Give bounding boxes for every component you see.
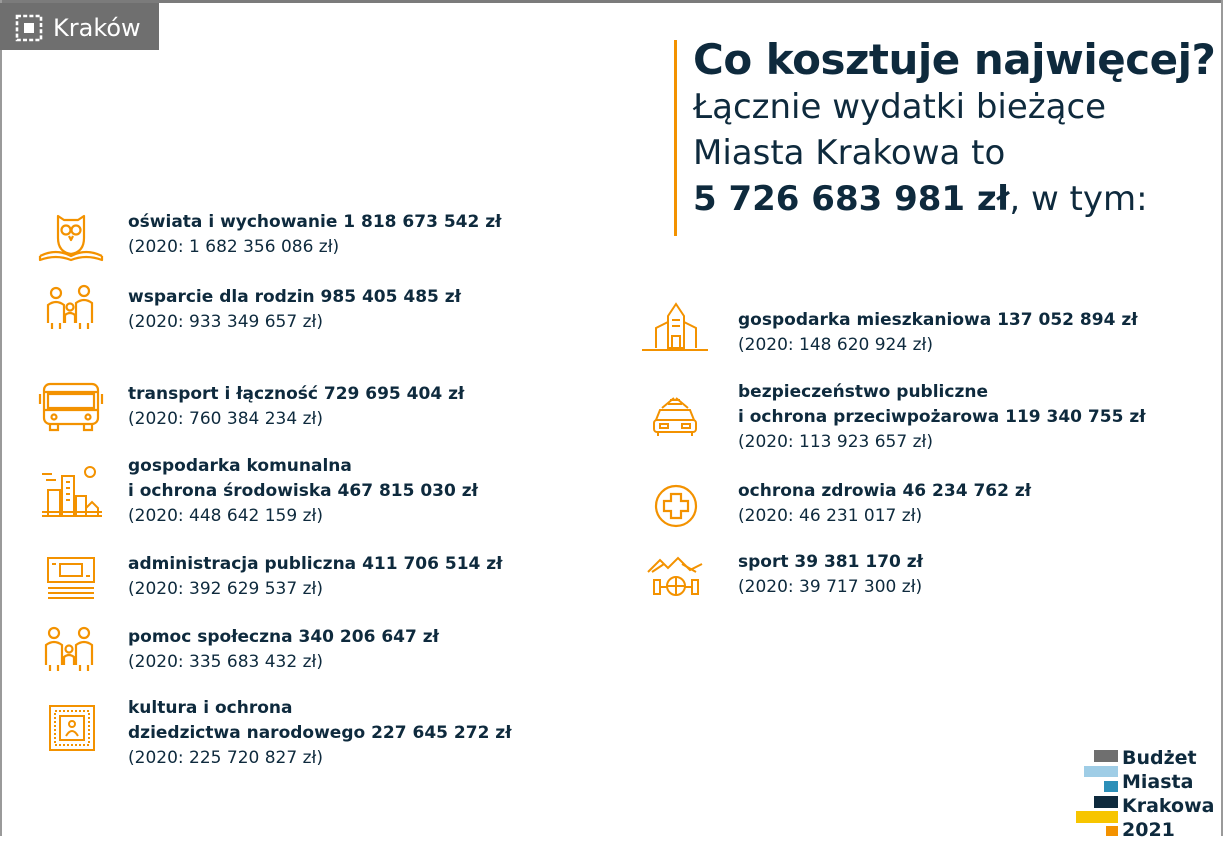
people-help-icon (38, 623, 104, 681)
expense-previous-year: (2020: 1 682 356 086 zł) (128, 237, 340, 257)
expense-label-cont: i ochrona przeciwpożarowa 119 340 755 zł (738, 407, 1146, 427)
expense-label: transport i łączność 729 695 404 zł (128, 384, 465, 404)
expense-previous-year: (2020: 392 629 537 zł) (128, 579, 323, 599)
housing-icon (642, 300, 708, 358)
expense-previous-year: (2020: 448 642 159 zł) (128, 506, 323, 526)
police-car-icon (642, 380, 708, 446)
brand-name: Kraków (53, 14, 141, 42)
expense-previous-year: (2020: 148 620 924 zł) (738, 335, 933, 355)
total-expenses: 5 726 683 981 zł (693, 179, 1010, 219)
expense-label: oświata i wychowanie 1 818 673 542 zł (128, 212, 502, 232)
window-left-border (0, 0, 2, 836)
expense-previous-year: (2020: 933 349 657 zł) (128, 312, 323, 332)
expense-previous-year: (2020: 335 683 432 zł) (128, 652, 323, 672)
sport-bike-icon (642, 550, 708, 608)
expense-label-cont: dziedzictwa narodowego 227 645 272 zł (128, 723, 512, 743)
expense-label: gospodarka komunalna (128, 456, 352, 476)
expense-item-rodziny (38, 283, 558, 343)
document-money-icon (38, 550, 104, 608)
expense-previous-year: (2020: 39 717 300 zł) (738, 577, 923, 597)
expense-item-mieszkaniowa (642, 300, 1202, 360)
page-title: Co kosztuje najwięcej? (693, 35, 1216, 84)
expense-item-administracja (38, 550, 558, 610)
budget-logo-line-1: Budżet (1122, 747, 1197, 769)
expense-item-bezpieczenstwo (642, 380, 1212, 460)
expense-item-komunalna (38, 454, 558, 534)
headline-line-2: Miasta Krakowa to (693, 133, 1006, 173)
expense-label: kultura i ochrona (128, 698, 293, 718)
owl-book-icon (38, 208, 104, 266)
expense-item-pomoc (38, 623, 558, 683)
expense-previous-year: (2020: 225 720 827 zł) (128, 748, 323, 768)
bus-icon (38, 380, 104, 438)
expense-previous-year: (2020: 46 231 017 zł) (738, 506, 923, 526)
expense-label: sport 39 381 170 zł (738, 552, 923, 572)
window-top-border (0, 0, 1223, 3)
headline-accent-line (674, 40, 677, 236)
budget-logo-line-4: 2021 (1122, 819, 1175, 841)
budget-logo (1076, 746, 1223, 841)
health-cross-icon (642, 477, 708, 535)
expense-label: pomoc społeczna 340 206 647 zł (128, 627, 439, 647)
expense-item-zdrowie (642, 477, 1202, 537)
brand-tab[interactable] (0, 3, 159, 50)
heritage-frame-icon (38, 696, 104, 762)
krakow-logo-icon (16, 15, 42, 41)
expense-item-sport (642, 550, 1202, 610)
headline-line-3 (693, 176, 1213, 222)
headline-suffix: , w tym: (1009, 179, 1148, 219)
expense-label: wsparcie dla rodzin 985 405 485 zł (128, 287, 461, 307)
expense-label: ochrona zdrowia 46 234 762 zł (738, 481, 1032, 501)
budget-logo-line-2: Miasta (1122, 771, 1194, 793)
budget-logo-text (1122, 746, 1214, 842)
expense-label: gospodarka mieszkaniowa 137 052 894 zł (738, 310, 1138, 330)
expense-label: bezpieczeństwo publiczne (738, 382, 988, 402)
expense-item-transport (38, 380, 558, 440)
city-buildings-icon (38, 454, 104, 520)
headline (693, 35, 1216, 222)
expense-item-oswiata (38, 208, 558, 268)
expense-previous-year: (2020: 760 384 234 zł) (128, 409, 323, 429)
headline-line-1: Łącznie wydatki bieżące (693, 87, 1107, 127)
expense-label: administracja publiczna 411 706 514 zł (128, 554, 503, 574)
expense-label-cont: i ochrona środowiska 467 815 030 zł (128, 481, 478, 501)
budget-logo-line-3: Krakowa (1122, 795, 1215, 817)
expense-item-kultura (38, 696, 558, 776)
expense-previous-year: (2020: 113 923 657 zł) (738, 432, 933, 452)
family-icon (38, 283, 104, 341)
